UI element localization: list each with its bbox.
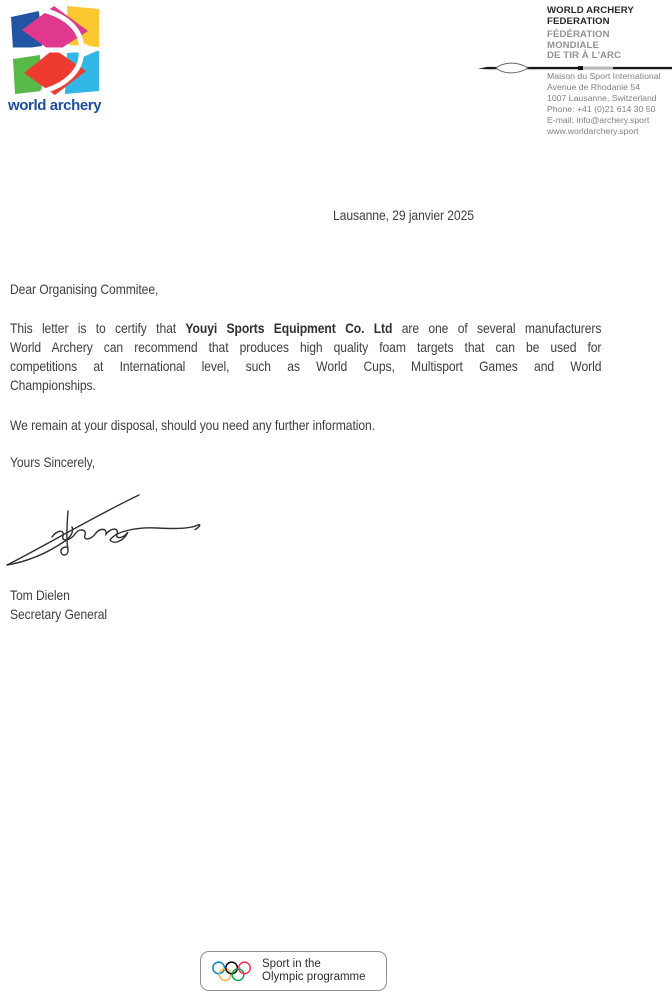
arrow-wrap [583, 67, 613, 69]
company-name: Youyi Sports Equipment Co. Ltd [185, 321, 393, 336]
signoff: Yours Sincerely, [10, 455, 95, 470]
org-name-fr [547, 30, 672, 62]
ring-yellow [219, 968, 231, 980]
org-name-fr-line: MONDIALE [547, 39, 599, 51]
ring-black [226, 962, 238, 974]
address-line: E-mail: info@archery.sport [547, 115, 650, 125]
address-block [547, 71, 672, 137]
signature-stroke [52, 525, 200, 543]
olympic-badge-text [262, 958, 366, 984]
body-paragraph [10, 319, 601, 395]
closing-paragraph: We remain at your disposal, should you need any further information. [10, 418, 375, 433]
olympic-badge-line: Olympic programme [262, 971, 366, 983]
address-line: Avenue de Rhodanie 54 [547, 82, 641, 92]
signer-block [10, 586, 107, 624]
olympic-programme-badge [200, 951, 387, 991]
address-line: Maison du Sport International [547, 71, 661, 81]
org-name-en-line: FEDERATION [547, 15, 610, 27]
paragraph-line: competitions at International level, such as World Cups, Multisport Games and World [10, 359, 602, 374]
paragraph-line: World Archery can recommend that produces high quality foam targets that can be used for [10, 340, 602, 355]
paragraph-line: Championships. [10, 378, 96, 393]
signature-stroke [61, 511, 68, 555]
ring-blue [213, 962, 225, 974]
arrow-fletching [496, 63, 528, 73]
ring-red [239, 962, 251, 974]
salutation: Dear Organising Commitee, [10, 282, 159, 297]
address-line: 1007 Lausanne, Switzerland [547, 93, 657, 103]
ring-green [232, 968, 244, 980]
arrow-wrap-band [578, 66, 583, 70]
world-archery-wordmark: world archery [8, 97, 102, 114]
dateline: Lausanne, 29 janvier 2025 [333, 208, 474, 223]
world-archery-logo-icon [9, 4, 101, 96]
paragraph-text: are one of several manufacturers [392, 321, 602, 336]
letterhead-names [547, 6, 672, 62]
signature-image [3, 486, 208, 568]
org-name-fr-line: DE TIR À L'ARC [547, 50, 622, 61]
org-name-fr-line: FÉDÉRATION [547, 29, 610, 40]
paragraph-text: This letter is to certify that [10, 321, 186, 336]
address-line: www.worldarchery.sport [547, 126, 639, 136]
org-name-en [547, 6, 672, 27]
logo-arrow-shaft [11, 48, 85, 53]
paragraph-line [10, 319, 601, 338]
signer-name: Tom Dielen [10, 588, 70, 603]
olympic-badge-line: Sport in the [262, 958, 321, 970]
address-line: Phone: +41 (0)21 614 30 50 [547, 104, 656, 114]
olympic-rings-icon [212, 961, 253, 982]
org-name-en-line: WORLD ARCHERY [547, 5, 634, 16]
signer-title: Secretary General [10, 607, 108, 622]
